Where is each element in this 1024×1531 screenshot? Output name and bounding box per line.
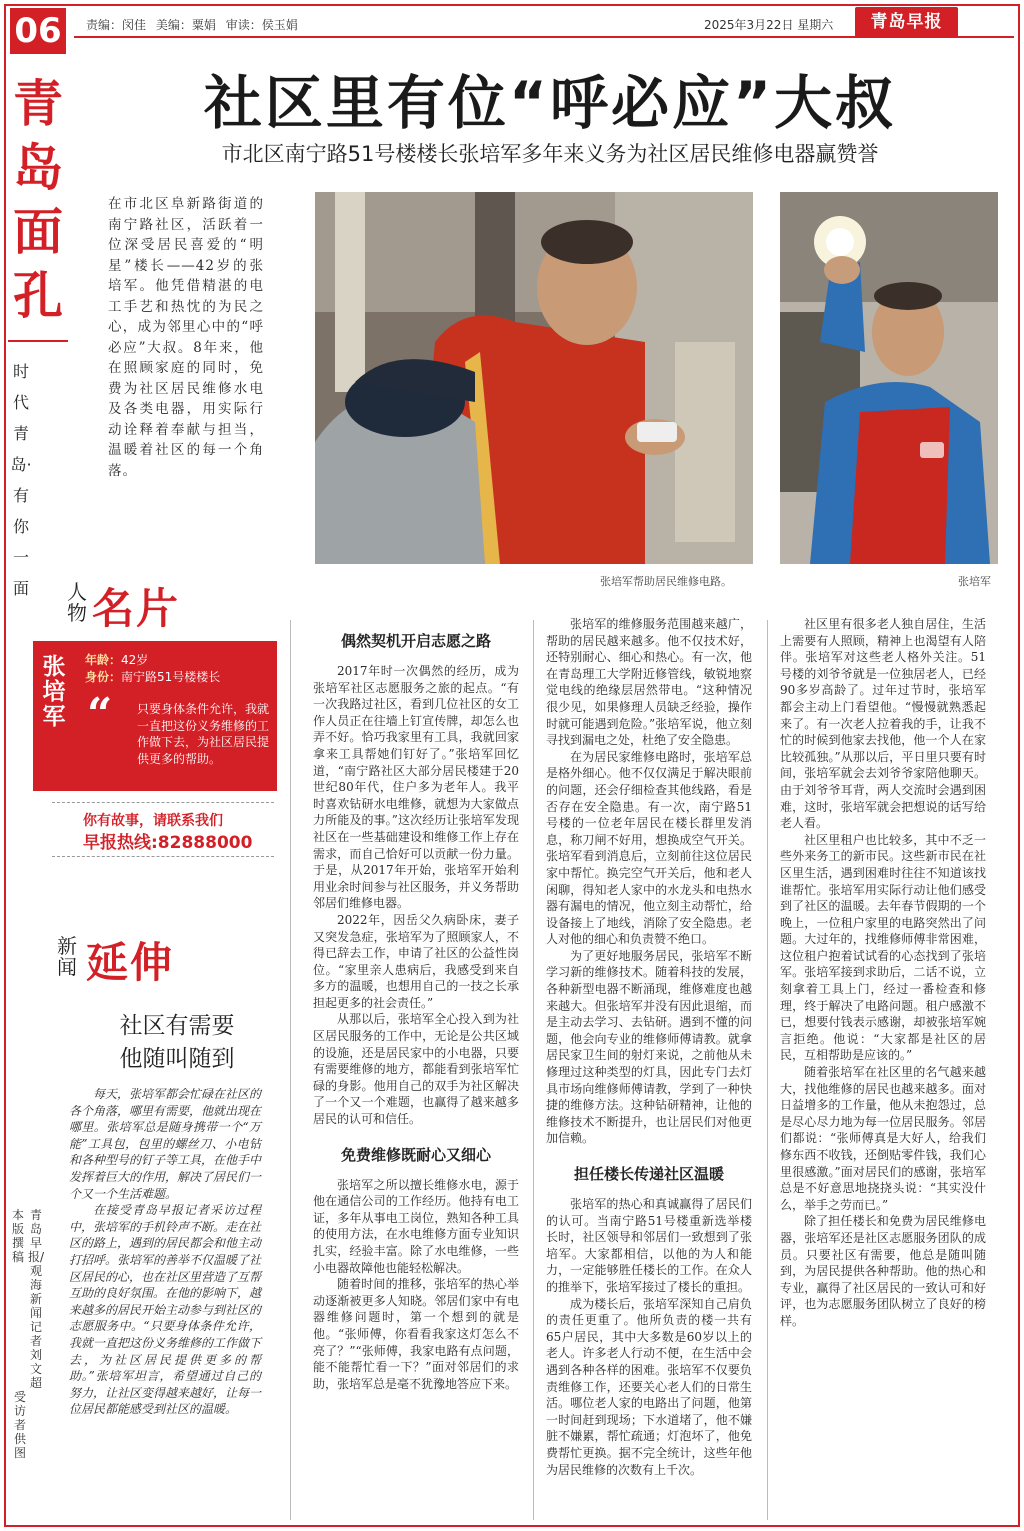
staff-line [86, 16, 304, 33]
hotline-prompt: 你有故事，请联系我们 [83, 813, 223, 829]
lead-paragraph: 在市北区阜新路街道的南宁路社区，活跃着一位深受居民喜爱的“明星”楼长——42岁的张培军。他凭借精湛的电工手艺和热忱的为民之心，成为邻里心中的“呼必应”大叔。8年来，他在照顾家庭的同时，免费为社区居民维修水电及各类电器，用实际行动诠释着奉献与担当，温暖着社区的每一个角落。 [108, 196, 264, 479]
section-heading: 担任楼长传递社区温暖 [573, 1165, 724, 1183]
issue-date: 2025年3月22日 星期六 [704, 18, 834, 32]
section-heading: 偶然契机开启志愿之路 [340, 632, 491, 650]
column-title: 青岛面孔 [13, 74, 63, 325]
designer-credit: 美编：粟娟 [155, 18, 216, 32]
column-rule [290, 620, 291, 1520]
photo-caption: 张培军帮助居民维修电路。 [600, 575, 732, 588]
newspaper-logo: 青岛早报 [855, 7, 958, 37]
quote-mark-icon: “ [87, 689, 113, 740]
proofreader-credit: 审读：侯玉娟 [225, 18, 298, 32]
subheadline: 市北区南宁路51号楼楼长张培军多年来义务为社区居民维修电器赢赞誉 [221, 142, 879, 166]
headline: 社区里有位“呼必应”大叔 [203, 69, 897, 137]
body-column-3: 社区里有很多老人独自居住，生活上需要有人照顾，精神上也渴望有人陪伴。张培军对这些老人格外关注。51号楼的刘爷爷就是一位独居老人，已经90多岁高龄了。过年过节时，张培军都会主动上门看望他。“慢慢就熟悉起来了。有一次老人拉着我的手，让我不忙的时候到他家去找他，他一个人在家比较孤独。”从那以后，平日里只要有时间，张培军就会去刘爷爷家陪他聊天。由于刘爷爷耳背，两人交流时会遇到困难，这时，张培军就会把想说的话写给老人看。 社区里租户也比较多，其中不乏一些外来务工的新市民。这些新市民在社区里生活，遇到困难时往往不知道该找谁帮忙。张培军用实际行动让他们感受到了社区的温暖。去年春节假期的一个晚上，一位租户家里的电路突然出了问题。大过年的，找维修师傅非常困难，这位租户抱着试试看的心态找到了张培军。张培军接到求助后，二话不说，立刻拿着工具上门，经过一番检查和修理，终于解决了电路问题。租户感激不已，想要付钱表示感谢，却被张培军婉言拒绝。他说：“大家都是社区的居民，互相帮助是应该的。” 随着张培军在社区里的名气越来越大，找他维修的居民也越来越多。面对日益增多的工作量，他从未抱怨过，总是尽心尽力地为每一位居民服务。邻居们都说：“张师傅真是大好人，给我们修东西不收钱，还倒贴零件钱，我们心里很感激。”面对居民们的感谢，张培军总是不好意思地挠挠头说：“其实没什么，举手之劳而已。” 除了担任楼长和免费为居民维修电器，张培军还是社区志愿服务团队的成员。只要社区有需要，他总是随叫随到，为居民提供各种帮助。他的热心和专业，赢得了社区居民的一致认可和好评，也为志愿服务团队树立了良好的榜样。 [780, 617, 986, 1328]
byline: 本版撰稿 青岛早报/观海新闻记者 刘文超 受访者供图 [11, 1208, 45, 1460]
column-rule [533, 620, 534, 1520]
photo-portrait-image [780, 192, 998, 564]
column-divider [8, 340, 68, 342]
header-divider [74, 36, 1014, 38]
hotline-number: 早报热线:82888000 [83, 833, 253, 853]
profile-label-small: 人物 [67, 580, 87, 625]
profile-label: 名片 [92, 584, 181, 633]
profile-card [33, 641, 277, 791]
extension-label: 延伸 [86, 938, 175, 987]
profile-name: 张培军 [42, 654, 66, 730]
divider [52, 802, 274, 803]
body-column-2: 张培军的维修服务范围越来越广，帮助的居民越来越多。他不仅技术好，还特别耐心、细心和热心。有一次，他在青岛理工大学附近修管线，敏锐地察觉电线的绝缘层居然带电。“这种情况很少见，如果修理人员缺乏经验，操作时就可能遇到危险。”张培军说，他立刻寻找到漏电之处，杜绝了安全隐患。 在为居民家维修电路时，张培军总是格外细心。他不仅仅满足于解决眼前的问题，还会仔细检查其他线路，看是否存在安全隐患。有一次，南宁路51号楼的一位老年居民在楼长群里发消息，称刀闸不好用，想换成空气开关。张培军看到消息后，立刻前往这位居民家中帮忙。换完空气开关后，他和老人闲聊，得知老人家中的水龙头和电热水器有漏电的情况，他立刻主动帮忙，给设备接上了地线，消除了安全隐患。老人对他的细心和负责赞不绝口。 为了更好地服务居民，张培军不断学习新的维修技术。随着科技的发展，各种新型电器不断涌现，维修难度也越来越大。但张培军并没有因此退缩，而是主动去学习、去钻研。遇到不懂的问题，他会向专业的维修师傅请教。就拿居民家卫生间的射灯来说，之前他从未修理过这种类型的灯具，因此专门去灯具市场向维修师傅请教，学到了一种快捷的维修方法。这种钻研精神，让他的维修技术不断提升，也让居民们对他更加信赖。 担任楼长传递社区温暖 张培军的热心和真诚赢得了居民们的认可。当南宁路51号楼重新选举楼长时，社区领导和邻居们一致想到了张培军。大家都相信，以他的为人和能力，一定能够胜任楼长的工作。在众人的推举下，张培军接过了楼长的重担。 成为楼长后，张培军深知自己肩负的责任更重了。他所负责的楼一共有65户居民，其中大多数是60岁以上的老人。许多老人行动不便，在生活中会遇到各种各样的困难。张培军不仅要负责维修工作，还要关心老人们的日常生活。哪位老人家的电路出了问题，他第一时间赶到现场；下水道堵了，他不嫌脏不嫌累，帮忙疏通；灯泡坏了，他免费帮忙更换。据不完全统计，这些年他为居民维修的次数有上千次。 [546, 617, 752, 1477]
divider [52, 856, 274, 857]
editor-credit: 责编：闵佳 [86, 18, 147, 32]
photo-portrait [780, 192, 998, 564]
photo-repairing-circuit-image [315, 192, 753, 564]
page-number: 06 [10, 8, 66, 54]
profile-age: 年龄：42岁 [85, 653, 149, 667]
section-heading: 免费维修既耐心又细心 [340, 1145, 491, 1164]
extension-heading: 社区有需要 他随叫随到 [119, 1013, 235, 1072]
photo-caption: 张培军 [958, 575, 991, 588]
body-column-1: 偶然契机开启志愿之路 2017年时一次偶然的经历，成为张培军社区志愿服务之旅的起点。“有一次我路过社区，看到几位社区的女工作人员正在往墙上钉宣传牌，却怎么也弄不好。恰巧我家里有工具，我就回家拿来工具帮她们钉好了。”张培军回忆道，“南宁路社区大部分居民楼建于20世纪80年代，住户多为老年人。我平时喜欢钻研水电维修，就想为大家做点力所能及的事。”这次经历让张培军发现社区在一些基础建设和维修工作上存在需求，而自己恰好可以贡献一份力量。于是，从2017年开始，张培军开始利用业余时间参与社区服务，并义务帮助邻居们维修电器。 2022年，因岳父久病卧床，妻子又突发急症，张培军为了照顾家人，不得已辞去工作，申请了社区的公益性岗位。“家里亲人患病后，我感受到来自多方的温暖，也想用自己的一技之长承担起更多的社会责任。” 从那以后，张培军全心投入到为社区居民服务的工作中，无论是公共区域的设施，还是居民家中的小电器，只要有需要维修的地方，都能看到张培军忙碌的身影。他用自己的双手为社区解决了一个又一个难题，也赢得了越来越多居民的认可和信任。 免费维修既耐心又细心 张培军之所以擅长维修水电，源于他在通信公司的工作经历。他持有电工证，多年从事电工岗位，熟知各种工具的使用方法，在水电维修方面专业知识扎实，经验丰富。除了水电维修，一些小电器故障他也能轻松解决。 随着时间的推移，张培军的热心举动逐渐被更多人知晓。邻居们家中有电器维修问题时，第一个想到的就是他。“张师傅，你看看我家这灯怎么不亮了？”“张师傅，我家电路有点问题，能不能帮忙看一下？”面对邻居们的求助，张培军总是毫不犹豫地答应下来。 [313, 632, 519, 1391]
profile-quote: 只要身体条件允许，我就一直把这份义务维修的工作做下去，为社区居民提供更多的帮助。 [137, 702, 270, 766]
profile-identity: 身份：南宁路51号楼楼长 [85, 670, 221, 684]
photo-repairing-circuit [315, 192, 753, 564]
extension-body: 每天，张培军都会忙碌在社区的各个角落，哪里有需要，他就出现在哪里。张培军总是随身携带一个“万能”工具包，包里的螺丝刀、小电钻和各种型号的钉子等工具，在他手中发挥着巨大的作用，解决了居民们一个又一个生活难题。 在接受青岛早报记者采访过程中，张培军的手机铃声不断。走在社区的路上，遇到的居民都会和他主动打招呼。张培军的善举不仅温暖了社区居民的心，也在社区里营造了互帮互助的良好氛围。在他的影响下，越来越多的居民开始主动参与到社区的志愿服务中。“只要身体条件允许，我就一直把这份义务维修的工作做下去，为社区居民提供更多的帮助。”张培军坦言，希望通过自己的努力，让社区变得越来越好，让每一位居民都能感受到社区的温暖。 [69, 1087, 262, 1417]
column-slogan: 时代青岛·有你一面 [10, 362, 32, 598]
column-rule [767, 620, 768, 1520]
extension-label-small: 新闻 [57, 934, 77, 979]
